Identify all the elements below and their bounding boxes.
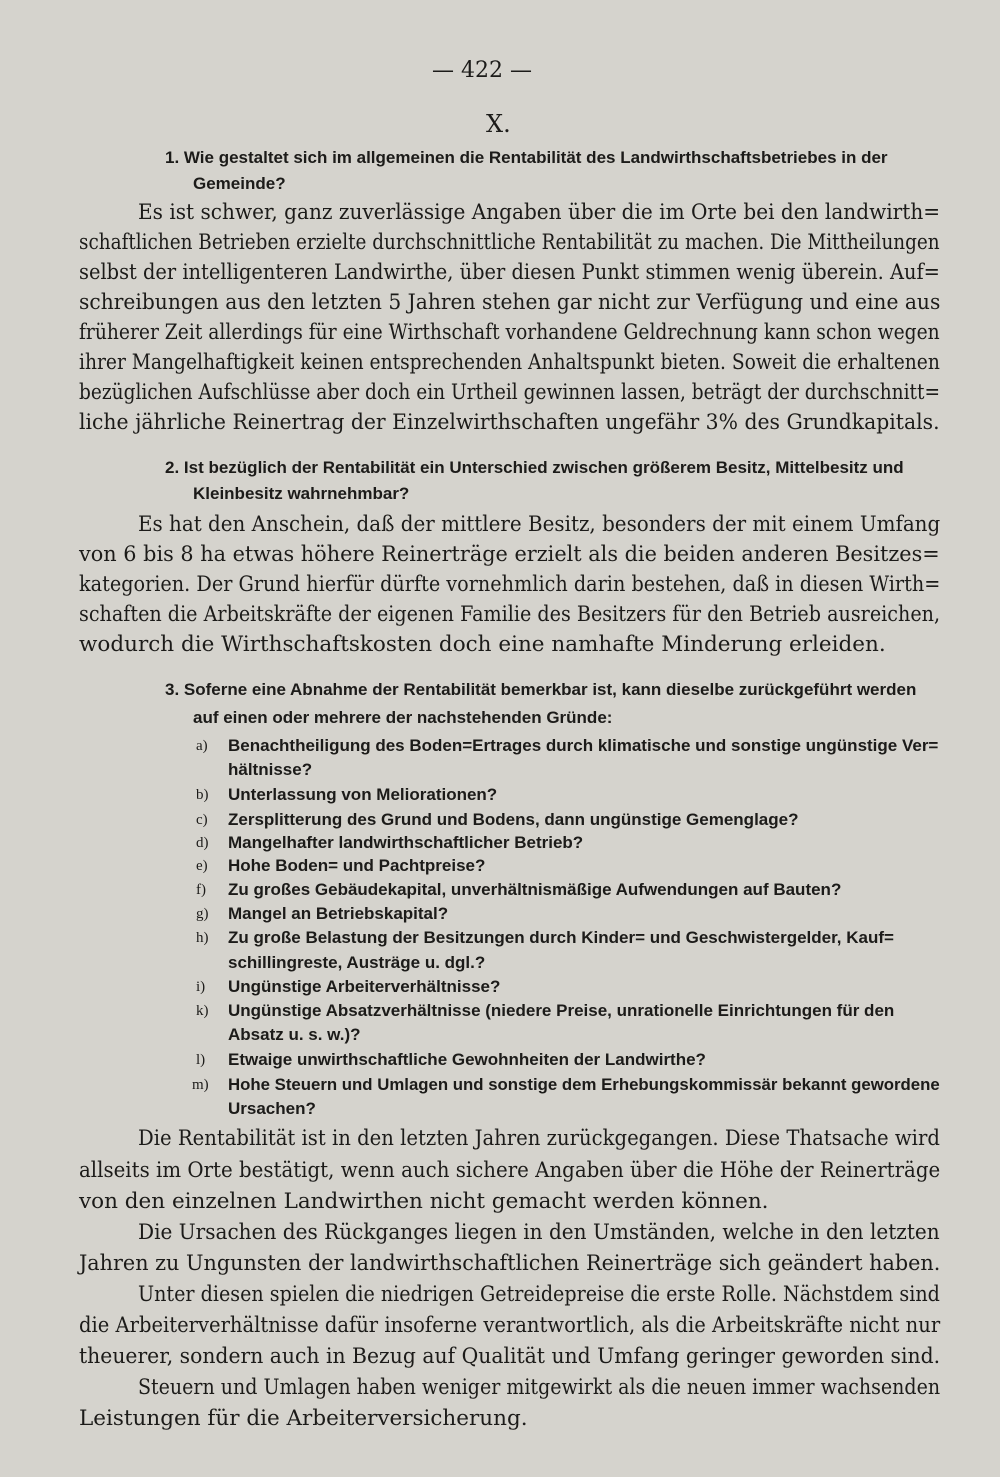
item-h-text: Zu große Belastung der Besitzungen durch Kinder= und Geschwistergelder, Kauf= (228, 928, 894, 947)
page-number: — 422 — (432, 58, 532, 83)
answer-3-line: Unter diesen spielen die niedrigen Getreidepreise die erste Rolle. Nächstdem sind (138, 1282, 940, 1307)
item-l-marker: l) (196, 1052, 206, 1068)
answer-3-line: Die Ursachen des Rückganges liegen in den Umständen, welche in den letzten (138, 1220, 940, 1245)
item-d-text: Mangelhafter landwirthschaftlicher Betrieb? (228, 833, 584, 852)
question-3-line: 3. Soferne eine Abnahme der Rentabilität bemerkbar ist, kann dieselbe zurückgeführt werden (165, 680, 917, 699)
answer-3-line: Steuern und Umlagen haben weniger mitgewirkt als die neuen immer wachsenden (138, 1375, 941, 1400)
item-c-text: Zersplitterung des Grund und Bodens, dann ungünstige Gemenglage? (228, 810, 799, 829)
question-2-line: Kleinbesitz wahrnehmbar? (193, 484, 410, 503)
item-f-text: Zu großes Gebäudekapital, unverhältnismäßige Aufwendungen auf Bauten? (228, 880, 842, 899)
item-b-marker: b) (196, 787, 209, 803)
item-k-text: Absatz u. s. w.)? (228, 1025, 361, 1044)
item-m-marker: m) (192, 1077, 209, 1093)
answer-3-line: theuerer, sondern auch in Bezug auf Qualität und Umfang geringer geworden sind. (79, 1344, 941, 1369)
question-3-line: auf einen oder mehrere der nachstehenden Gründe: (193, 708, 613, 727)
section-heading: X. (486, 110, 511, 138)
item-c-marker: c) (196, 812, 208, 828)
item-f-marker: f) (196, 882, 206, 898)
item-h-marker: h) (196, 930, 209, 946)
item-k-marker: k) (196, 1003, 209, 1019)
item-g-text: Mangel an Betriebskapital? (228, 904, 449, 923)
answer-3-line: von den einzelnen Landwirthen nicht gemacht werden können. (79, 1189, 769, 1214)
item-e-text: Hohe Boden= und Pachtpreise? (228, 856, 486, 875)
item-b-text: Unterlassung von Meliorationen? (228, 785, 498, 804)
answer-3-line: die Arbeiterverhältnisse dafür insoferne verantwortlich, als die Arbeitskräfte nicht nur (79, 1313, 941, 1338)
answer-1-line: schaftlichen Betrieben erzielte durchschnittliche Rentabilität zu machen. Die Mittheilungen (79, 230, 940, 255)
item-m-text: Hohe Steuern und Umlagen und sonstige dem Erhebungskommissär bekannt gewordene (228, 1075, 940, 1094)
answer-3-line: Jahren zu Ungunsten der landwirthschaftlichen Reinerträge sich geändert haben. (79, 1251, 941, 1276)
item-l-text: Etwaige unwirthschaftliche Gewohnheiten der Landwirthe? (228, 1050, 706, 1069)
answer-1-line: bezüglichen Aufschlüsse aber doch ein Urtheil gewinnen lassen, beträgt der durchschnitt= (79, 380, 941, 405)
question-1-line: Gemeinde? (193, 174, 286, 193)
item-d-marker: d) (196, 835, 209, 851)
item-a-text: hältnisse? (228, 760, 313, 779)
item-h-text: schillingreste, Austräge u. dgl.? (228, 953, 486, 972)
item-e-marker: e) (196, 858, 208, 874)
item-a-marker: a) (196, 738, 208, 754)
item-g-marker: g) (196, 906, 209, 922)
answer-2-line: Es hat den Anschein, daß der mittlere Besitz, besonders der mit einem Umfang (138, 512, 941, 537)
answer-1-line: liche jährliche Reinertrag der Einzelwirthschaften ungefähr 3% des Grundkapitals. (79, 410, 940, 435)
answer-2-line: von 6 bis 8 ha etwas höhere Reinerträge erzielt als die beiden anderen Besitzes= (79, 542, 940, 567)
answer-1-line: selbst der intelligenteren Landwirthe, über diesen Punkt stimmen wenig überein. Auf= (79, 260, 940, 285)
answer-3-line: Leistungen für die Arbeiterversicherung. (79, 1406, 528, 1431)
question-1-line: 1. Wie gestaltet sich im allgemeinen die Rentabilität des Landwirthschaftsbetriebes in der (165, 148, 888, 167)
answer-1-line: ihrer Mangelhaftigkeit keinen entsprechenden Anhaltspunkt bieten. Soweit die erhaltenen (79, 350, 940, 375)
answer-3-line: Die Rentabilität ist in den letzten Jahren zurückgegangen. Diese Thatsache wird (138, 1126, 940, 1151)
answer-2-line: schaften die Arbeitskräfte der eigenen Familie des Besitzers für den Betrieb ausreichen, (79, 602, 941, 627)
answer-3-line: allseits im Orte bestätigt, wenn auch sichere Angaben über die Höhe der Reinerträge (79, 1158, 941, 1183)
item-i-marker: i) (196, 979, 206, 995)
answer-1-line: schreibungen aus den letzten 5 Jahren stehen gar nicht zur Verfügung und eine aus (79, 290, 941, 315)
item-m-text: Ursachen? (228, 1099, 316, 1118)
item-i-text: Ungünstige Arbeiterverhältnisse? (228, 977, 501, 996)
item-k-text: Ungünstige Absatzverhältnisse (niedere Preise, unrationelle Einrichtungen für den (228, 1001, 895, 1020)
question-2-line: 2. Ist bezüglich der Rentabilität ein Unterschied zwischen größerem Besitz, Mittelbesitz und (165, 458, 904, 477)
answer-2-line: wodurch die Wirthschaftskosten doch eine namhafte Minderung erleiden. (79, 632, 886, 657)
item-a-text: Benachtheiligung des Boden=Ertrages durch klimatische und sonstige ungünstige Ver= (228, 736, 939, 755)
answer-1-line: früherer Zeit allerdings für eine Wirthschaft vorhandene Geldrechnung kann schon wegen (79, 320, 940, 345)
answer-2-line: kategorien. Der Grund hierfür dürfte vornehmlich darin bestehen, daß in diesen Wirth= (79, 572, 941, 597)
answer-1-line: Es ist schwer, ganz zuverlässige Angaben über die im Orte bei den landwirth= (138, 200, 941, 225)
